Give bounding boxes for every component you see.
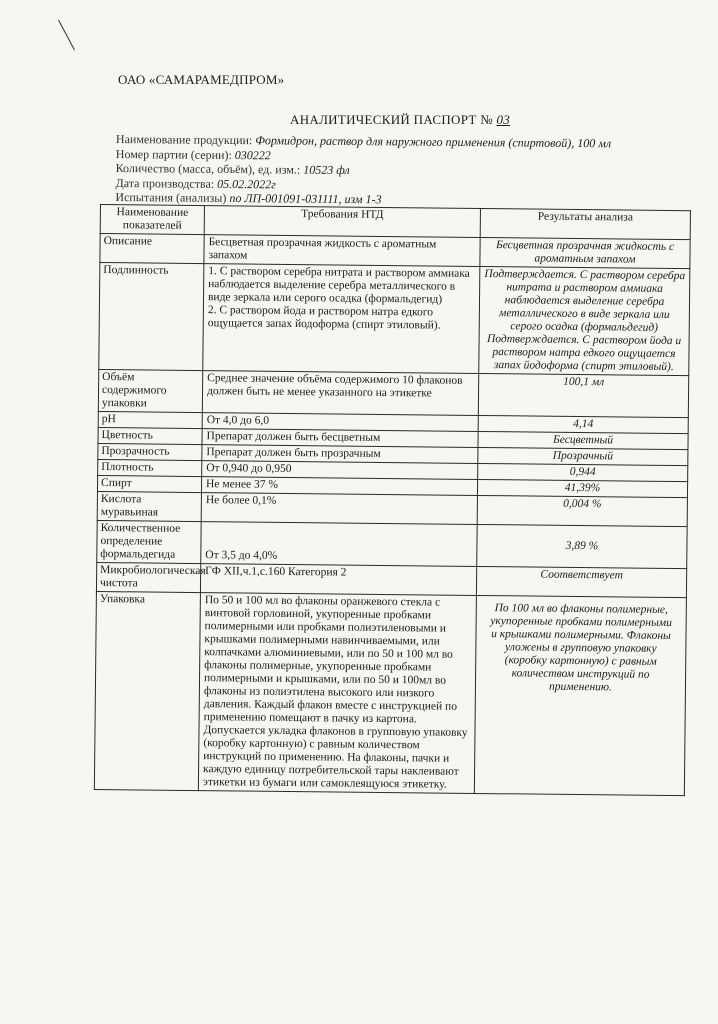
row-result: Подтверждается. С раствором серебра нитрата и раствором аммиака наблюдается выделение серебра металлического в виде зеркала или серого осадка (формальдегид) Подтверждается. С раствором йода и раствором натра едкого ощущается запах йодоформа (спирт этиловый). [479, 266, 690, 375]
info-quantity: Количество (масса, объём), ед. изм.: 10523 фл [115, 160, 350, 178]
row-name: Описание [100, 234, 204, 264]
table-row [94, 591, 686, 795]
row-result: 0,944 [478, 463, 688, 481]
info-date: Дата производства: 05.02.2022г [115, 175, 276, 191]
row-name: Количественное определение формальдегида [97, 520, 201, 563]
analysis-table [94, 204, 691, 796]
row-result: 0,004 % [477, 495, 687, 526]
company-name: ОАО «САМАРАМЕДПРОМ» [118, 72, 285, 87]
row-result: 41,39% [477, 479, 687, 497]
row-name: Микробиологическая чистота [96, 562, 200, 592]
row-requirement: 1. С раствором серебра нитрата и раствором аммиака наблюдается выделение серебра металлического в виде зеркала или серого осадка (формальдегид) 2. С раствором йода и раствором натра едкого ощущается запах йодоформа (спирт этиловый). [203, 264, 480, 374]
row-name: Объём содержимого упаковки [98, 369, 202, 412]
row-name: Плотность [98, 459, 202, 476]
table-row [98, 369, 688, 417]
row-requirement: По 50 и 100 мл во флаконы оранжевого стекла с винтовой горловиной, укупоренные пробками полимерными или пробками полиэтиленовыми и крышками полимерными навинчиваемыми, или колпачками алюминиевыми, или по 50 и 100 мл во флаконы полимерные, укупоренные пробками полимерными и крышками, или по 50 и 100мл во флаконы из полиэтилена высокого или низкого давления. Каждый флакон вместе с инструкцией по применению помещают в пачку из картона. Допускается укладка флаконов в групповую упаковку (коробку картонную) с равным количеством инструкций по применению. На флаконы, пачки и каждую единицу потребительской тары наклеивают этикетки из бумаги или самоклеящуюся этикетку. [198, 593, 476, 794]
row-requirement: Не более 0,1% [201, 493, 477, 525]
row-name: pH [98, 411, 202, 428]
info-product: Наименование продукции: Формидрон, раствор для наружного применения (спиртовой), 100 мл [115, 132, 612, 151]
row-result: Прозрачный [478, 447, 688, 465]
info-tests: Испытания (анализы) по ЛП-001091-031111, изм 1-3 [115, 189, 382, 207]
table-row [99, 263, 690, 376]
row-name: Упаковка [94, 591, 200, 790]
row-name: Кислота муравьиная [97, 491, 201, 521]
table-row [97, 520, 687, 568]
pen-mark [58, 20, 75, 50]
row-requirement: Препарат должен быть бесцветным [202, 429, 478, 448]
row-result: Соответствует [476, 566, 686, 597]
row-result: 100,1 мл [478, 373, 688, 417]
row-name: Спирт [97, 475, 201, 492]
row-requirement: Не менее 37 % [201, 477, 477, 496]
row-requirement: ГФ XII,ч.1,с.160 Категория 2 [200, 564, 476, 596]
row-requirement: От 3,5 до 4,0% [201, 522, 477, 567]
title-number: 03 [496, 112, 511, 127]
row-requirement: Препарат должен быть прозрачным [202, 445, 478, 464]
row-result: 4,14 [478, 415, 688, 433]
row-name: Цветность [98, 427, 202, 444]
header-requirements: Требования НТД [204, 206, 480, 238]
passport-title [290, 112, 510, 128]
row-result: Бесцветный [478, 431, 688, 449]
row-name: Прозрачность [98, 443, 202, 460]
row-result: Бесцветная прозрачная жидкость с ароматным запахом [480, 237, 690, 268]
info-batch: Номер партии (серии): 030222 [115, 146, 271, 162]
row-requirement: Бесцветная прозрачная жидкость с ароматным запахом [204, 235, 480, 267]
title-prefix: АНАЛИТИЧЕСКИЙ ПАСПОРТ № [290, 112, 493, 127]
row-requirement: Среднее значение объёма содержимого 10 флаконов должен быть не менее указанного на этикетке [202, 371, 478, 416]
header-indicator: Наименование показателей [100, 205, 204, 235]
header-results: Результаты анализа [480, 208, 690, 239]
row-result: По 100 мл во флаконы полимерные, укупоренные пробками полимерными и крышками полимерными. Флаконы уложены в групповую упаковку (коробку картонную) с равным количеством инструкций по применению. [474, 595, 686, 795]
row-result: 3,89 % [477, 524, 687, 568]
row-requirement: От 4,0 до 6,0 [202, 413, 478, 432]
row-requirement: От 0,940 до 0,950 [202, 461, 478, 480]
row-name: Подлинность [99, 263, 204, 371]
product-info [115, 132, 696, 210]
